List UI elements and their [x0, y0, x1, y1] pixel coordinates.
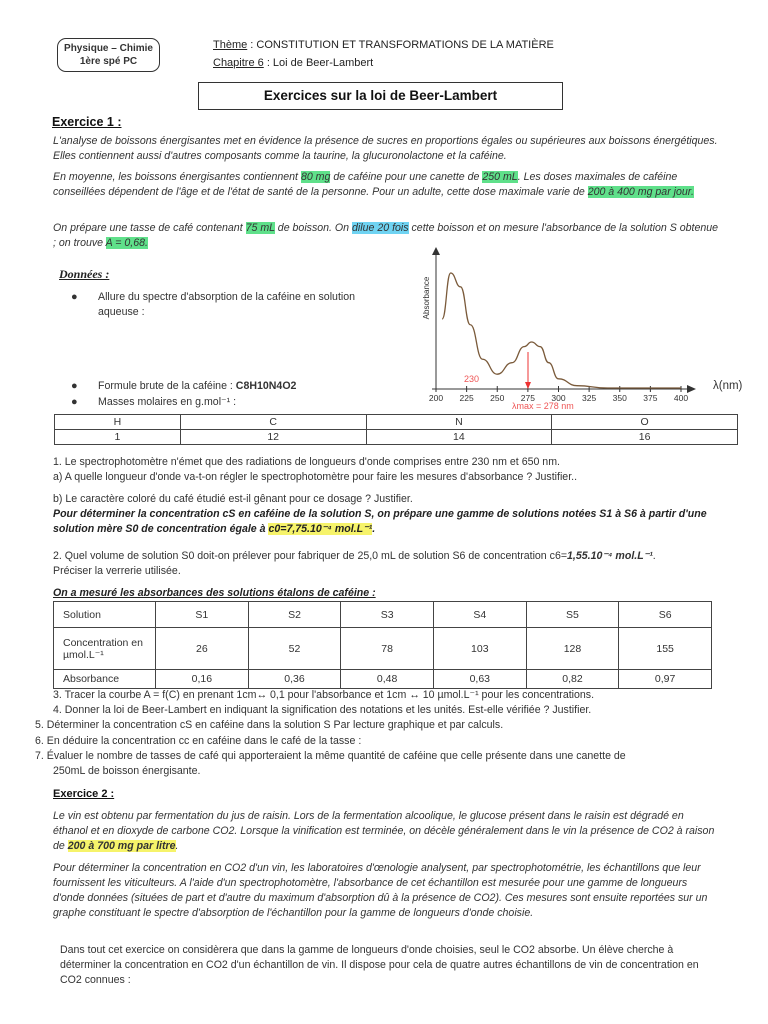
theme-value: : CONSTITUTION ET TRANSFORMATIONS DE LA MATIÈRE	[247, 39, 554, 51]
highlight-75ml: 75 mL	[245, 222, 275, 234]
exercise2-heading: Exercice 2 :	[53, 788, 115, 800]
q2-end: .	[652, 550, 656, 562]
lambda-max-arrow	[525, 382, 531, 389]
concentration-cell: 128	[526, 628, 619, 670]
formula-value: C8H10N4O2	[235, 380, 297, 392]
formula-label: Formule brute de la caféine :	[98, 380, 236, 392]
ex2-paragraph-2: Pour déterminer la concentration en CO2 d'un vin, les laboratoires d'œnologie analysent, par spectrophotométrie, les échantillons que leur fournissent les viticulteurs. A l'aide d'un spectrophotomètre, l'absorbance de cet échantillon est mesurée pour une gamme de longueurs d'onde données (situées de part et d'autre du maximum d'absorption dû à la présence de CO2). Ces mesures sont ensuite reportées sur un graphe constituant le spectre d'absorption de l'échantillon pour la gamme de longueurs d'onde choisie.	[53, 862, 708, 919]
solution-cell: S5	[526, 602, 619, 628]
q2-concentration: 1,55.10⁻⁴ mol.L⁻¹	[567, 550, 653, 562]
ex1-paragraph-1: L'analyse de boissons énergisantes met en évidence la présence de sucres en proportions égales ou supérieures aux boissons énergétiques. Elles contiennent aussi d'autres composants comme la taurine, la glucuronolactone et la caféine.	[53, 135, 718, 162]
subject-badge	[57, 38, 160, 72]
molar-value-H: 1	[55, 430, 181, 445]
question-1: 1. Le spectrophotomètre n'émet que des radiations de longueurs d'onde comprises entre 230 nm et 650 nm.	[53, 456, 560, 468]
solution-cell: S1	[156, 602, 249, 628]
p2-text-c: . Les doses maximales de caféine conseillées dépendent de l'âge et de l'état de santé de la personne. Pour un adulte, cette dose maximale varie de	[53, 171, 678, 198]
bullet-spectrum: ● Allure du spectre d'absorption de la caféine en solution aqueuse :	[71, 291, 356, 318]
highlight-dilution: dilue 20 fois	[352, 222, 409, 234]
question-1b: b) Le caractère coloré du café étudié est-il gênant pour ce dosage ? Justifier.	[53, 493, 413, 505]
badge-level: 1ère spé PC	[79, 56, 138, 67]
question-3: 3. Tracer la courbe A = f(C) en prenant 1cm↔ 0,1 pour l'absorbance et 1cm ↔ 10 µmol.L⁻¹ pour les concentrations.	[53, 689, 595, 701]
x-tick-label: 350	[612, 393, 627, 403]
absorbance-cell: 0,82	[526, 670, 619, 689]
absorbance-cell: 0,97	[619, 670, 712, 689]
x-tick-label: 375	[643, 393, 658, 403]
absorbance-row-label: Absorbance	[54, 670, 156, 689]
question-5: 5. Déterminer la concentration cS en caféine dans la solution S Par lecture graphique et par calculs.	[35, 719, 504, 731]
molar-header-N: N	[366, 415, 552, 430]
badge-subject: Physique – Chimie	[64, 43, 153, 54]
spectrum-curve	[442, 273, 681, 388]
question-2-glassware: Préciser la verrerie utilisée.	[53, 565, 181, 577]
gamme-intro-end: .	[372, 523, 376, 535]
exercise1-heading: Exercice 1 :	[52, 115, 122, 129]
question-1a: a) A quelle longueur d'onde va-t-on régler le spectrophotomètre pour faire les mesures d'absorbance ? Justifier..	[53, 471, 578, 483]
absorbance-cell: 0,48	[341, 670, 434, 689]
concentration-row-label: Concentration en µmol.L⁻¹	[54, 628, 156, 670]
bullet-formula: ● Formule brute de la caféine : C8H10N4O2	[71, 380, 297, 392]
absorbance-cell: 0,63	[433, 670, 526, 689]
ex2-p1-text: Le vin est obtenu par fermentation du jus de raisin. Lors de la fermentation alcoolique, le glucose présent dans le raisin est dégradé en éthanol et en dioxyde de carbone CO2. Lorsque la vinification est terminée, on décèle généralement dans le vin la présence de CO2 à raison de	[53, 810, 715, 852]
chapter-value: : Loi de Beer-Lambert	[263, 57, 374, 69]
highlight-80mg: 80 mg	[300, 171, 331, 183]
molar-header-C: C	[180, 415, 366, 430]
solution-cell: S6	[619, 602, 712, 628]
x-tick-label: 225	[459, 393, 474, 403]
bullet-spectrum-text: Allure du spectre d'absorption de la caféine en solution aqueuse :	[98, 291, 356, 318]
measured-heading: On a mesuré les absorbances des solutions étalons de caféine :	[53, 587, 376, 599]
concentration-cell: 78	[341, 628, 434, 670]
y-axis-arrow	[432, 247, 440, 255]
page-title: Exercices sur la loi de Beer-Lambert	[198, 82, 563, 110]
p3-text-c: cette boisson et on mesure l'absorbance de la solution S obtenue ; on trouve	[53, 222, 719, 249]
calibration-table	[53, 601, 712, 689]
chapter-label: Chapitre 6	[213, 57, 264, 69]
molar-value-C: 12	[180, 430, 366, 445]
gamme-intro-text: Pour déterminer la concentration cS en caféine de la solution S, on prépare une gamme de solutions notées S1 à S6 à partir d'une solution mère S0 de concentration égale à	[53, 508, 707, 535]
ex2-paragraph-3: Dans tout cet exercice on considèrera que dans la gamme de longueurs d'onde choisies, seul le CO2 absorbe. Un élève cherche à déterminer la concentration en CO2 d'un échantillon de vin. Il dispose pour cela de quatre autres échantillons de vin de concentration en CO2 connues :	[60, 944, 699, 986]
concentration-cell: 52	[248, 628, 341, 670]
molar-mass-table	[54, 414, 738, 445]
concentration-cell: 155	[619, 628, 712, 670]
ex2-paragraph-1	[53, 809, 718, 854]
p3-text-b: de boisson. On	[274, 222, 353, 234]
highlight-dose: 200 à 400 mg par jour.	[587, 186, 694, 198]
highlight-250ml: 250 mL	[482, 171, 518, 183]
highlight-c0: c0=7,75.10⁻⁴ mol.L⁻¹	[268, 523, 373, 535]
x-axis-label: λ(nm)	[713, 380, 743, 392]
absorbance-cell: 0,36	[248, 670, 341, 689]
x-tick-label: 400	[673, 393, 689, 403]
solution-cell: S3	[341, 602, 434, 628]
x-tick-label: 325	[582, 393, 597, 403]
ex2-p1-end: .	[175, 840, 179, 852]
theme-label: Thème	[213, 39, 248, 51]
question-7-end: 250mL de boisson énergisante.	[53, 765, 201, 777]
x-tick-label: 200	[428, 393, 444, 403]
molar-header-H: H	[55, 415, 181, 430]
ex1-paragraph-2	[53, 170, 718, 200]
concentration-cell: 103	[433, 628, 526, 670]
concentration-cell: 26	[156, 628, 249, 670]
question-4: 4. Donner la loi de Beer-Lambert en indiquant la signification des notations et les unités. Est-elle vérifiée ? Justifier.	[53, 704, 592, 716]
highlight-co2-range: 200 à 700 mg par litre	[67, 840, 176, 852]
solution-cell: S4	[433, 602, 526, 628]
solution-row-label: Solution	[54, 602, 156, 628]
theme-line	[213, 39, 554, 51]
molar-label: Masses molaires en g.mol⁻¹ :	[98, 396, 237, 408]
molar-value-N: 14	[366, 430, 552, 445]
x-tick-label: 300	[551, 393, 566, 403]
x-axis-arrow	[687, 385, 696, 393]
chapter-line	[213, 57, 373, 69]
data-heading: Données :	[59, 267, 110, 281]
molar-value-O: 16	[552, 430, 738, 445]
p2-text-b: de caféine pour une canette de	[330, 171, 483, 183]
x-tick-label: 275	[520, 393, 535, 403]
y-axis-label: Absorbance	[422, 276, 431, 320]
question-7: 7. Évaluer le nombre de tasses de café qui apporteraient la même quantité de caféine que celle présente dans une canette de	[35, 750, 626, 762]
p3-text-a: On prépare une tasse de café contenant	[53, 222, 246, 234]
solution-cell: S2	[248, 602, 341, 628]
q2-text: 2. Quel volume de solution S0 doit-on prélever pour fabriquer de 25,0 mL de solution S6 de concentration c6=	[53, 550, 568, 562]
question-2	[53, 549, 733, 564]
annotation-230: 230	[464, 374, 480, 384]
annotation-lambda-max: λmax = 278 nm	[512, 401, 574, 411]
absorbance-cell: 0,16	[156, 670, 249, 689]
molar-header-O: O	[552, 415, 738, 430]
question-6: 6. En déduire la concentration cc en caféine dans le café de la tasse :	[35, 735, 362, 747]
highlight-absorbance: A = 0,68.	[105, 237, 148, 249]
bullet-molar: ● Masses molaires en g.mol⁻¹ :	[71, 396, 237, 408]
caffeine-spectrum-chart	[415, 243, 760, 423]
gamme-intro	[53, 507, 718, 537]
p2-text-a: En moyenne, les boissons énergisantes contiennent	[53, 171, 301, 183]
x-tick-label: 250	[490, 393, 505, 403]
